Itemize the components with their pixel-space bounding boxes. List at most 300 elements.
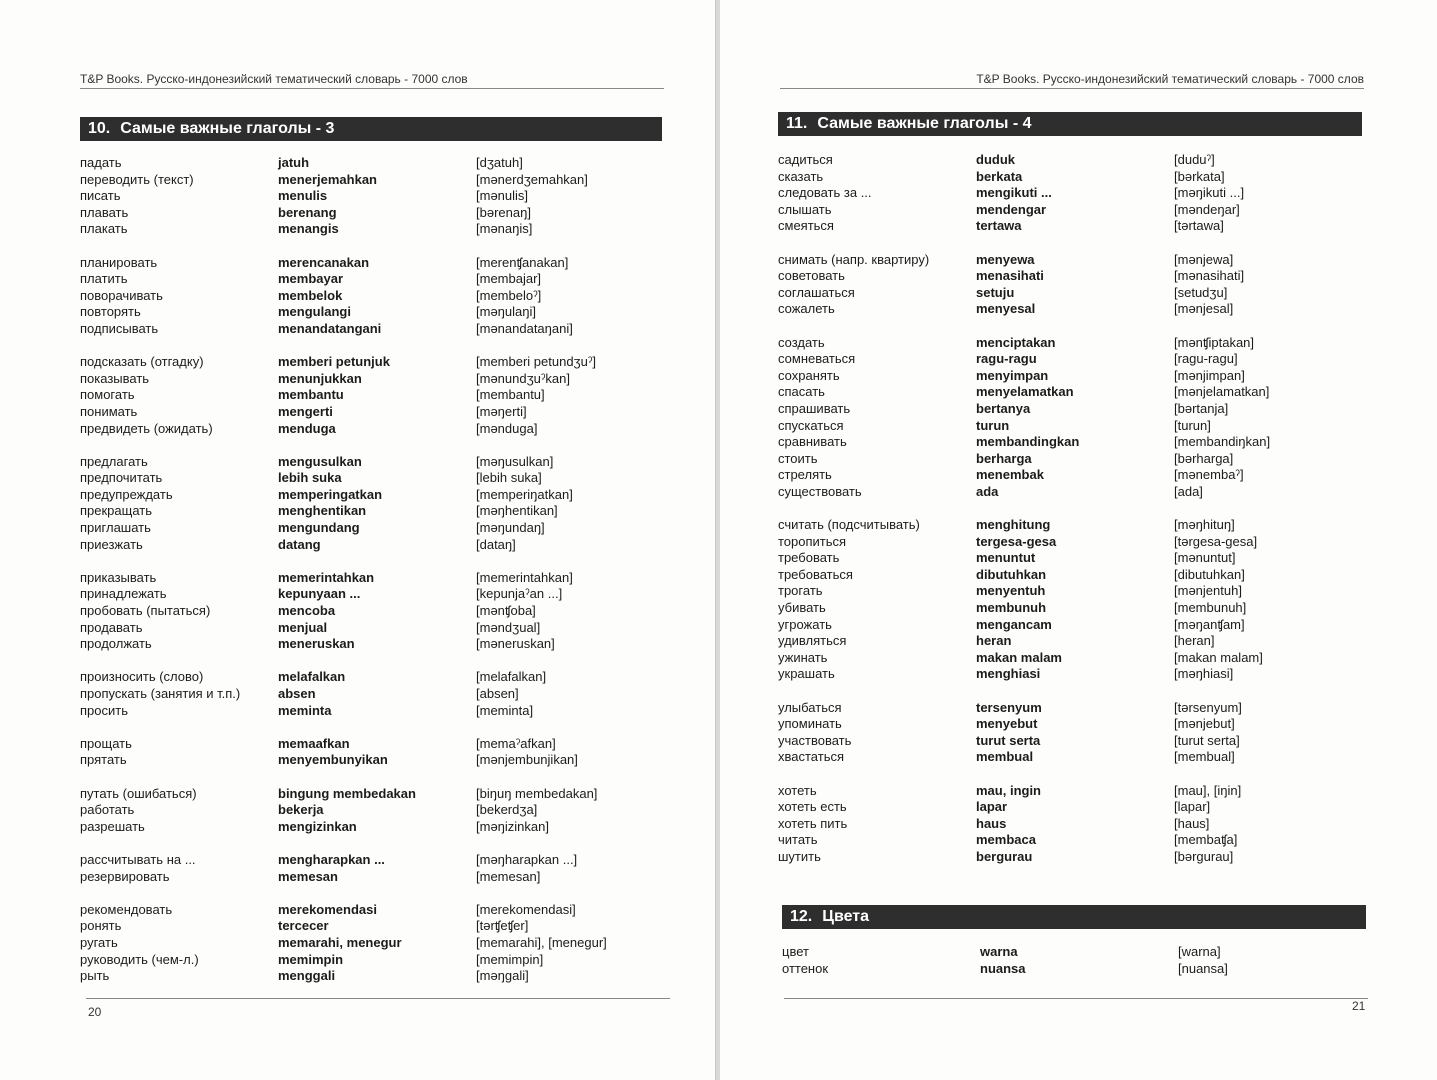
entry-row: [778, 152, 1378, 169]
group-spacer: [778, 235, 1378, 252]
transcription: [dʒatuh]: [476, 155, 523, 170]
transcription: [məŋulaŋi]: [476, 304, 536, 320]
russian-word: предвидеть (ожидать): [80, 420, 213, 436]
transcription: [duduˀ]: [1174, 152, 1215, 167]
indonesian-word: menunjukkan: [278, 370, 362, 386]
entry-row: [778, 252, 1378, 269]
entry-row: [80, 586, 680, 603]
russian-word: продолжать: [80, 636, 152, 652]
entry-row: [778, 716, 1378, 733]
russian-word: угрожать: [778, 616, 832, 632]
russian-word: писать: [80, 188, 121, 204]
transcription: [heran]: [1174, 633, 1215, 649]
transcription: [membajar]: [476, 271, 542, 287]
indonesian-word: memperingatkan: [278, 486, 383, 502]
russian-word: разрешать: [80, 818, 145, 834]
transcription: [memberi petundʒuˀ]: [476, 354, 597, 370]
transcription: [məŋhituŋ]: [1174, 517, 1235, 533]
group-spacer: [80, 885, 680, 902]
russian-word: подсказать (отгадку): [80, 354, 204, 370]
entry-list: [778, 152, 1378, 866]
indonesian-word: tersenyum: [976, 699, 1042, 715]
transcription: [nuansa]: [1178, 960, 1228, 976]
russian-word: пропускать (занятия и т.п.): [80, 686, 241, 701]
transcription: [mənundʒuˀkan]: [476, 370, 571, 386]
russian-word: понимать: [80, 403, 138, 419]
entry-row: [778, 335, 1378, 352]
transcription: [mənʧoba]: [476, 603, 536, 619]
indonesian-word: membual: [976, 749, 1034, 765]
russian-word: повторять: [80, 304, 141, 320]
indonesian-word: menyimpan: [976, 367, 1049, 383]
russian-word: ужинать: [778, 649, 828, 665]
russian-word: просить: [80, 702, 128, 718]
indonesian-word: menyentuh: [976, 583, 1046, 599]
indonesian-word: tertawa: [976, 218, 1022, 234]
indonesian-word: setuju: [976, 284, 1015, 300]
entry-row: [80, 786, 680, 803]
russian-word: планировать: [80, 254, 158, 270]
russian-word: приказывать: [80, 569, 157, 585]
entry-row: [80, 819, 680, 836]
entry-row: [778, 666, 1378, 683]
entry-row: [778, 218, 1378, 235]
entry-row: [80, 752, 680, 769]
section-number: 10.: [88, 120, 111, 137]
transcription: [memimpin]: [476, 951, 544, 967]
entry-row: [778, 202, 1378, 219]
transcription: [məŋusulkan]: [476, 453, 554, 469]
russian-word: приглашать: [80, 520, 151, 536]
indonesian-word: merekomendasi: [278, 901, 377, 917]
russian-word: стрелять: [778, 467, 832, 483]
transcription: [memarahi], [menegur]: [476, 934, 607, 950]
group-spacer: [80, 238, 680, 255]
group-spacer: [778, 766, 1378, 783]
transcription: [warna]: [1178, 944, 1221, 959]
russian-word: предупреждать: [80, 486, 173, 502]
entry-row: [80, 869, 680, 886]
section-title: Самые важные глаголы - 3: [120, 120, 335, 137]
russian-word: хотеть есть: [778, 799, 847, 815]
transcription: [turun]: [1174, 417, 1211, 433]
transcription: [dibutuhkan]: [1174, 566, 1245, 582]
group-spacer: [80, 437, 680, 454]
indonesian-word: haus: [976, 815, 1007, 831]
indonesian-word: merencanakan: [278, 254, 370, 270]
transcription: [membaʧa]: [1174, 832, 1238, 848]
russian-word: переводить (текст): [80, 171, 194, 187]
indonesian-word: bertanya: [976, 400, 1031, 416]
russian-word: садиться: [778, 152, 833, 167]
entry-row: [778, 550, 1378, 567]
entry-row: [778, 268, 1378, 285]
entry-row: [80, 686, 680, 703]
entry-row: [80, 802, 680, 819]
group-spacer: [80, 835, 680, 852]
transcription: [məŋhiasi]: [1174, 666, 1234, 682]
indonesian-word: menulis: [278, 188, 328, 204]
transcription: [məŋundaŋ]: [476, 520, 545, 536]
indonesian-word: menghiasi: [976, 666, 1041, 682]
indonesian-word: turut serta: [976, 732, 1041, 748]
transcription: [membual]: [1174, 749, 1235, 765]
russian-word: сожалеть: [778, 301, 835, 317]
group-spacer: [80, 338, 680, 355]
transcription: [membandiŋkan]: [1174, 434, 1271, 450]
russian-word: прятать: [80, 752, 127, 768]
entry-row: [80, 221, 680, 238]
section-heading: [80, 117, 662, 141]
entry-row: [778, 185, 1378, 202]
entry-row: [80, 487, 680, 504]
russian-word: пробовать (пытаться): [80, 603, 211, 619]
transcription: [mənjembunjikan]: [476, 752, 578, 768]
transcription: [dataŋ]: [476, 536, 516, 552]
transcription: [setudʒu]: [1174, 284, 1228, 300]
entry-row: [80, 902, 680, 919]
russian-word: спасать: [778, 384, 825, 400]
indonesian-word: menangis: [278, 221, 339, 237]
entry-row: [80, 470, 680, 487]
transcription: [merekomendasi]: [476, 901, 576, 917]
russian-word: произносить (слово): [80, 669, 204, 685]
russian-word: плавать: [80, 204, 129, 220]
transcription: [mənembaˀ]: [1174, 467, 1244, 483]
entry-row: [778, 401, 1378, 418]
entry-row: [80, 603, 680, 620]
indonesian-word: dibutuhkan: [976, 566, 1047, 582]
transcription: [mənjebut]: [1174, 716, 1235, 732]
russian-word: оттенок: [782, 960, 829, 976]
indonesian-word: absen: [278, 686, 316, 701]
transcription: [məŋanʧam]: [1174, 616, 1245, 632]
entry-row: [80, 321, 680, 338]
transcription: [məŋizinkan]: [476, 818, 549, 834]
entry-row: [80, 271, 680, 288]
transcription: [tərgesa-gesa]: [1174, 533, 1258, 549]
section-heading: [778, 112, 1362, 136]
transcription: [məŋhentikan]: [476, 503, 558, 519]
entry-row: [778, 700, 1378, 717]
entry-row: [778, 285, 1378, 302]
russian-word: принадлежать: [80, 586, 167, 602]
entry-row: [80, 935, 680, 952]
indonesian-word: duduk: [976, 152, 1015, 167]
transcription: [melafalkan]: [476, 669, 547, 685]
transcription: [mənjelamatkan]: [1174, 384, 1270, 400]
entry-row: [80, 703, 680, 720]
russian-word: читать: [778, 832, 818, 848]
indonesian-word: membayar: [278, 271, 344, 287]
russian-word: прекращать: [80, 503, 153, 519]
transcription: [məneruskan]: [476, 636, 555, 652]
russian-word: руководить (чем-л.): [80, 951, 199, 967]
section-title: Цвета: [822, 908, 869, 925]
entry-row: [778, 451, 1378, 468]
entry-row: [778, 633, 1378, 650]
left-page: [0, 0, 716, 1080]
indonesian-word: heran: [976, 633, 1012, 649]
transcription: [membantu]: [476, 387, 545, 403]
group-spacer: [778, 318, 1378, 335]
russian-word: сравнивать: [778, 434, 847, 450]
entry-row: [80, 636, 680, 653]
russian-word: предпочитать: [80, 470, 163, 486]
transcription: [kepunjaˀan ...]: [476, 586, 563, 602]
group-spacer: [778, 500, 1378, 517]
entry-row: [778, 384, 1378, 401]
indonesian-word: mau, ingin: [976, 782, 1041, 798]
entry-row: [778, 617, 1378, 634]
entry-row: [778, 799, 1378, 816]
russian-word: следовать за ...: [778, 185, 872, 201]
entry-row: [80, 537, 680, 554]
entry-row: [778, 733, 1378, 750]
russian-word: подписывать: [80, 320, 159, 336]
entry-list: [782, 944, 1382, 977]
transcription: [memesan]: [476, 868, 541, 884]
russian-word: участвовать: [778, 732, 852, 748]
russian-word: предлагать: [80, 453, 148, 469]
indonesian-word: meneruskan: [278, 636, 355, 652]
russian-word: смеяться: [778, 218, 834, 234]
entry-list: [80, 155, 680, 985]
indonesian-word: lebih suka: [278, 470, 342, 486]
indonesian-word: berkata: [976, 168, 1023, 184]
transcription: [meminta]: [476, 702, 534, 718]
entry-row: [778, 467, 1378, 484]
section-title: Самые важные глаголы - 4: [817, 115, 1032, 132]
transcription: [məŋikuti ...]: [1174, 185, 1245, 201]
entry-row: [80, 354, 680, 371]
russian-word: показывать: [80, 370, 150, 386]
entry-row: [80, 952, 680, 969]
entry-row: [778, 650, 1378, 667]
russian-word: создать: [778, 334, 825, 350]
entry-row: [778, 534, 1378, 551]
indonesian-word: mengerti: [278, 403, 333, 419]
transcription: [memerintahkan]: [476, 569, 573, 585]
entry-row: [80, 371, 680, 388]
indonesian-word: bergurau: [976, 848, 1033, 864]
entry-row: [80, 404, 680, 421]
footer-rule: [784, 998, 1368, 999]
transcription: [bərgurau]: [1174, 848, 1234, 864]
indonesian-word: ada: [976, 483, 999, 499]
entry-row: [80, 288, 680, 305]
entry-row: [778, 484, 1378, 501]
russian-word: спрашивать: [778, 400, 851, 416]
indonesian-word: membandingkan: [976, 434, 1080, 450]
russian-word: улыбаться: [778, 699, 842, 715]
indonesian-word: berenang: [278, 204, 337, 220]
footer-rule: [86, 998, 670, 999]
indonesian-word: menyesal: [976, 301, 1036, 317]
entry-row: [80, 736, 680, 753]
entry-row: [80, 255, 680, 272]
transcription: [memaˀafkan]: [476, 735, 556, 751]
indonesian-word: menembak: [976, 467, 1044, 483]
russian-word: поворачивать: [80, 287, 163, 303]
russian-word: продавать: [80, 619, 143, 635]
indonesian-word: menghitung: [976, 517, 1051, 533]
indonesian-word: meminta: [278, 702, 332, 718]
transcription: [tərsenyum]: [1174, 699, 1242, 715]
indonesian-word: melafalkan: [278, 669, 346, 685]
russian-word: рекомендовать: [80, 901, 173, 917]
entry-row: [80, 454, 680, 471]
transcription: [mənaŋis]: [476, 221, 533, 237]
transcription: [lapar]: [1174, 799, 1211, 815]
transcription: [mənandataŋani]: [476, 320, 573, 336]
entry-row: [80, 172, 680, 189]
group-spacer: [80, 653, 680, 670]
indonesian-word: mengusulkan: [278, 453, 362, 469]
russian-word: падать: [80, 155, 122, 170]
transcription: [turut serta]: [1174, 732, 1240, 748]
indonesian-word: lapar: [976, 799, 1008, 815]
entry-row: [80, 852, 680, 869]
indonesian-word: menciptakan: [976, 334, 1056, 350]
indonesian-word: nuansa: [980, 960, 1026, 976]
indonesian-word: memerintahkan: [278, 569, 375, 585]
russian-word: рыть: [80, 968, 110, 984]
entry-row: [80, 304, 680, 321]
indonesian-word: mencoba: [278, 603, 336, 619]
entry-row: [778, 301, 1378, 318]
indonesian-word: mengulangi: [278, 304, 351, 320]
indonesian-word: menduga: [278, 420, 336, 436]
entry-row: [778, 169, 1378, 186]
russian-word: хвастаться: [778, 749, 845, 765]
transcription: [məndeŋar]: [1174, 201, 1240, 217]
entry-row: [80, 503, 680, 520]
russian-word: украшать: [778, 666, 835, 682]
transcription: [məndʒual]: [476, 619, 541, 635]
russian-word: работать: [80, 802, 135, 818]
transcription: [məŋharapkan ...]: [476, 851, 578, 867]
indonesian-word: mengancam: [976, 616, 1052, 632]
russian-word: шутить: [778, 848, 821, 864]
entry-row: [80, 387, 680, 404]
page-number: 20: [88, 1005, 102, 1019]
entry-row: [80, 520, 680, 537]
russian-word: стоить: [778, 450, 818, 466]
indonesian-word: memimpin: [278, 951, 344, 967]
russian-word: сказать: [778, 168, 824, 184]
entry-row: [778, 351, 1378, 368]
transcription: [haus]: [1174, 815, 1210, 831]
indonesian-word: memaafkan: [278, 735, 350, 751]
russian-word: приезжать: [80, 536, 143, 552]
russian-word: плакать: [80, 221, 128, 237]
russian-word: хотеть пить: [778, 815, 848, 831]
entry-row: [782, 944, 1382, 961]
russian-word: помогать: [80, 387, 135, 403]
group-spacer: [80, 553, 680, 570]
russian-word: ронять: [80, 918, 122, 934]
entry-row: [80, 570, 680, 587]
entry-row: [778, 567, 1378, 584]
indonesian-word: membantu: [278, 387, 344, 403]
transcription: [bərkata]: [1174, 168, 1225, 184]
section-number: 12.: [790, 908, 813, 925]
transcription: [məŋgali]: [476, 968, 529, 984]
transcription: [məŋerti]: [476, 403, 527, 419]
indonesian-word: ragu-ragu: [976, 351, 1037, 367]
russian-word: спускаться: [778, 417, 844, 433]
transcription: [mau], [iŋin]: [1174, 782, 1242, 798]
indonesian-word: datang: [278, 536, 321, 552]
russian-word: убивать: [778, 600, 826, 616]
indonesian-word: bekerja: [278, 802, 324, 818]
russian-word: платить: [80, 271, 128, 287]
transcription: [lebih suka]: [476, 470, 542, 486]
indonesian-word: menuntut: [976, 550, 1036, 566]
indonesian-word: menggali: [278, 968, 336, 984]
indonesian-word: menyembunyikan: [278, 752, 388, 768]
russian-word: снимать (напр. квартиру): [778, 251, 930, 267]
russian-word: удивляться: [778, 633, 847, 649]
transcription: [membeloˀ]: [476, 287, 542, 303]
indonesian-word: kepunyaan ...: [278, 586, 361, 602]
russian-word: требоваться: [778, 566, 853, 582]
entry-row: [778, 832, 1378, 849]
transcription: [bərtanja]: [1174, 400, 1229, 416]
indonesian-word: mendengar: [976, 201, 1047, 217]
section-heading: [782, 905, 1366, 929]
group-spacer: [80, 769, 680, 786]
russian-word: путать (ошибаться): [80, 785, 197, 801]
russian-word: цвет: [782, 944, 809, 959]
indonesian-word: bingung membedakan: [278, 785, 416, 801]
russian-word: торопиться: [778, 533, 847, 549]
transcription: [mənulis]: [476, 188, 529, 204]
russian-word: существовать: [778, 483, 862, 499]
group-spacer: [778, 683, 1378, 700]
indonesian-word: menasihati: [976, 268, 1044, 284]
indonesian-word: turun: [976, 417, 1010, 433]
indonesian-word: tercecer: [278, 918, 329, 934]
transcription: [memperiŋatkan]: [476, 486, 573, 502]
indonesian-word: membaca: [976, 832, 1036, 848]
entry-row: [778, 783, 1378, 800]
transcription: [bərharga]: [1174, 450, 1234, 466]
transcription: [tərʧeʧer]: [476, 918, 529, 934]
entry-row: [80, 620, 680, 637]
entry-row: [80, 421, 680, 438]
transcription: [tərtawa]: [1174, 218, 1224, 234]
russian-word: сохранять: [778, 367, 840, 383]
page-number: 21: [1352, 999, 1366, 1013]
running-header: T&P Books. Русско-индонезийский тематический словарь - 7000 слов: [780, 72, 1364, 89]
indonesian-word: membunuh: [976, 600, 1047, 616]
entry-row: [80, 918, 680, 935]
transcription: [mənjimpan]: [1174, 367, 1245, 383]
transcription: [merenʧanakan]: [476, 254, 569, 270]
transcription: [ada]: [1174, 483, 1203, 499]
russian-word: ругать: [80, 934, 118, 950]
russian-word: советовать: [778, 268, 845, 284]
entry-row: [80, 968, 680, 985]
transcription: [bərenaŋ]: [476, 204, 531, 220]
entry-row: [778, 600, 1378, 617]
section-number: 11.: [786, 115, 808, 132]
indonesian-word: berharga: [976, 450, 1032, 466]
indonesian-word: memesan: [278, 868, 338, 884]
russian-word: прощать: [80, 735, 132, 751]
